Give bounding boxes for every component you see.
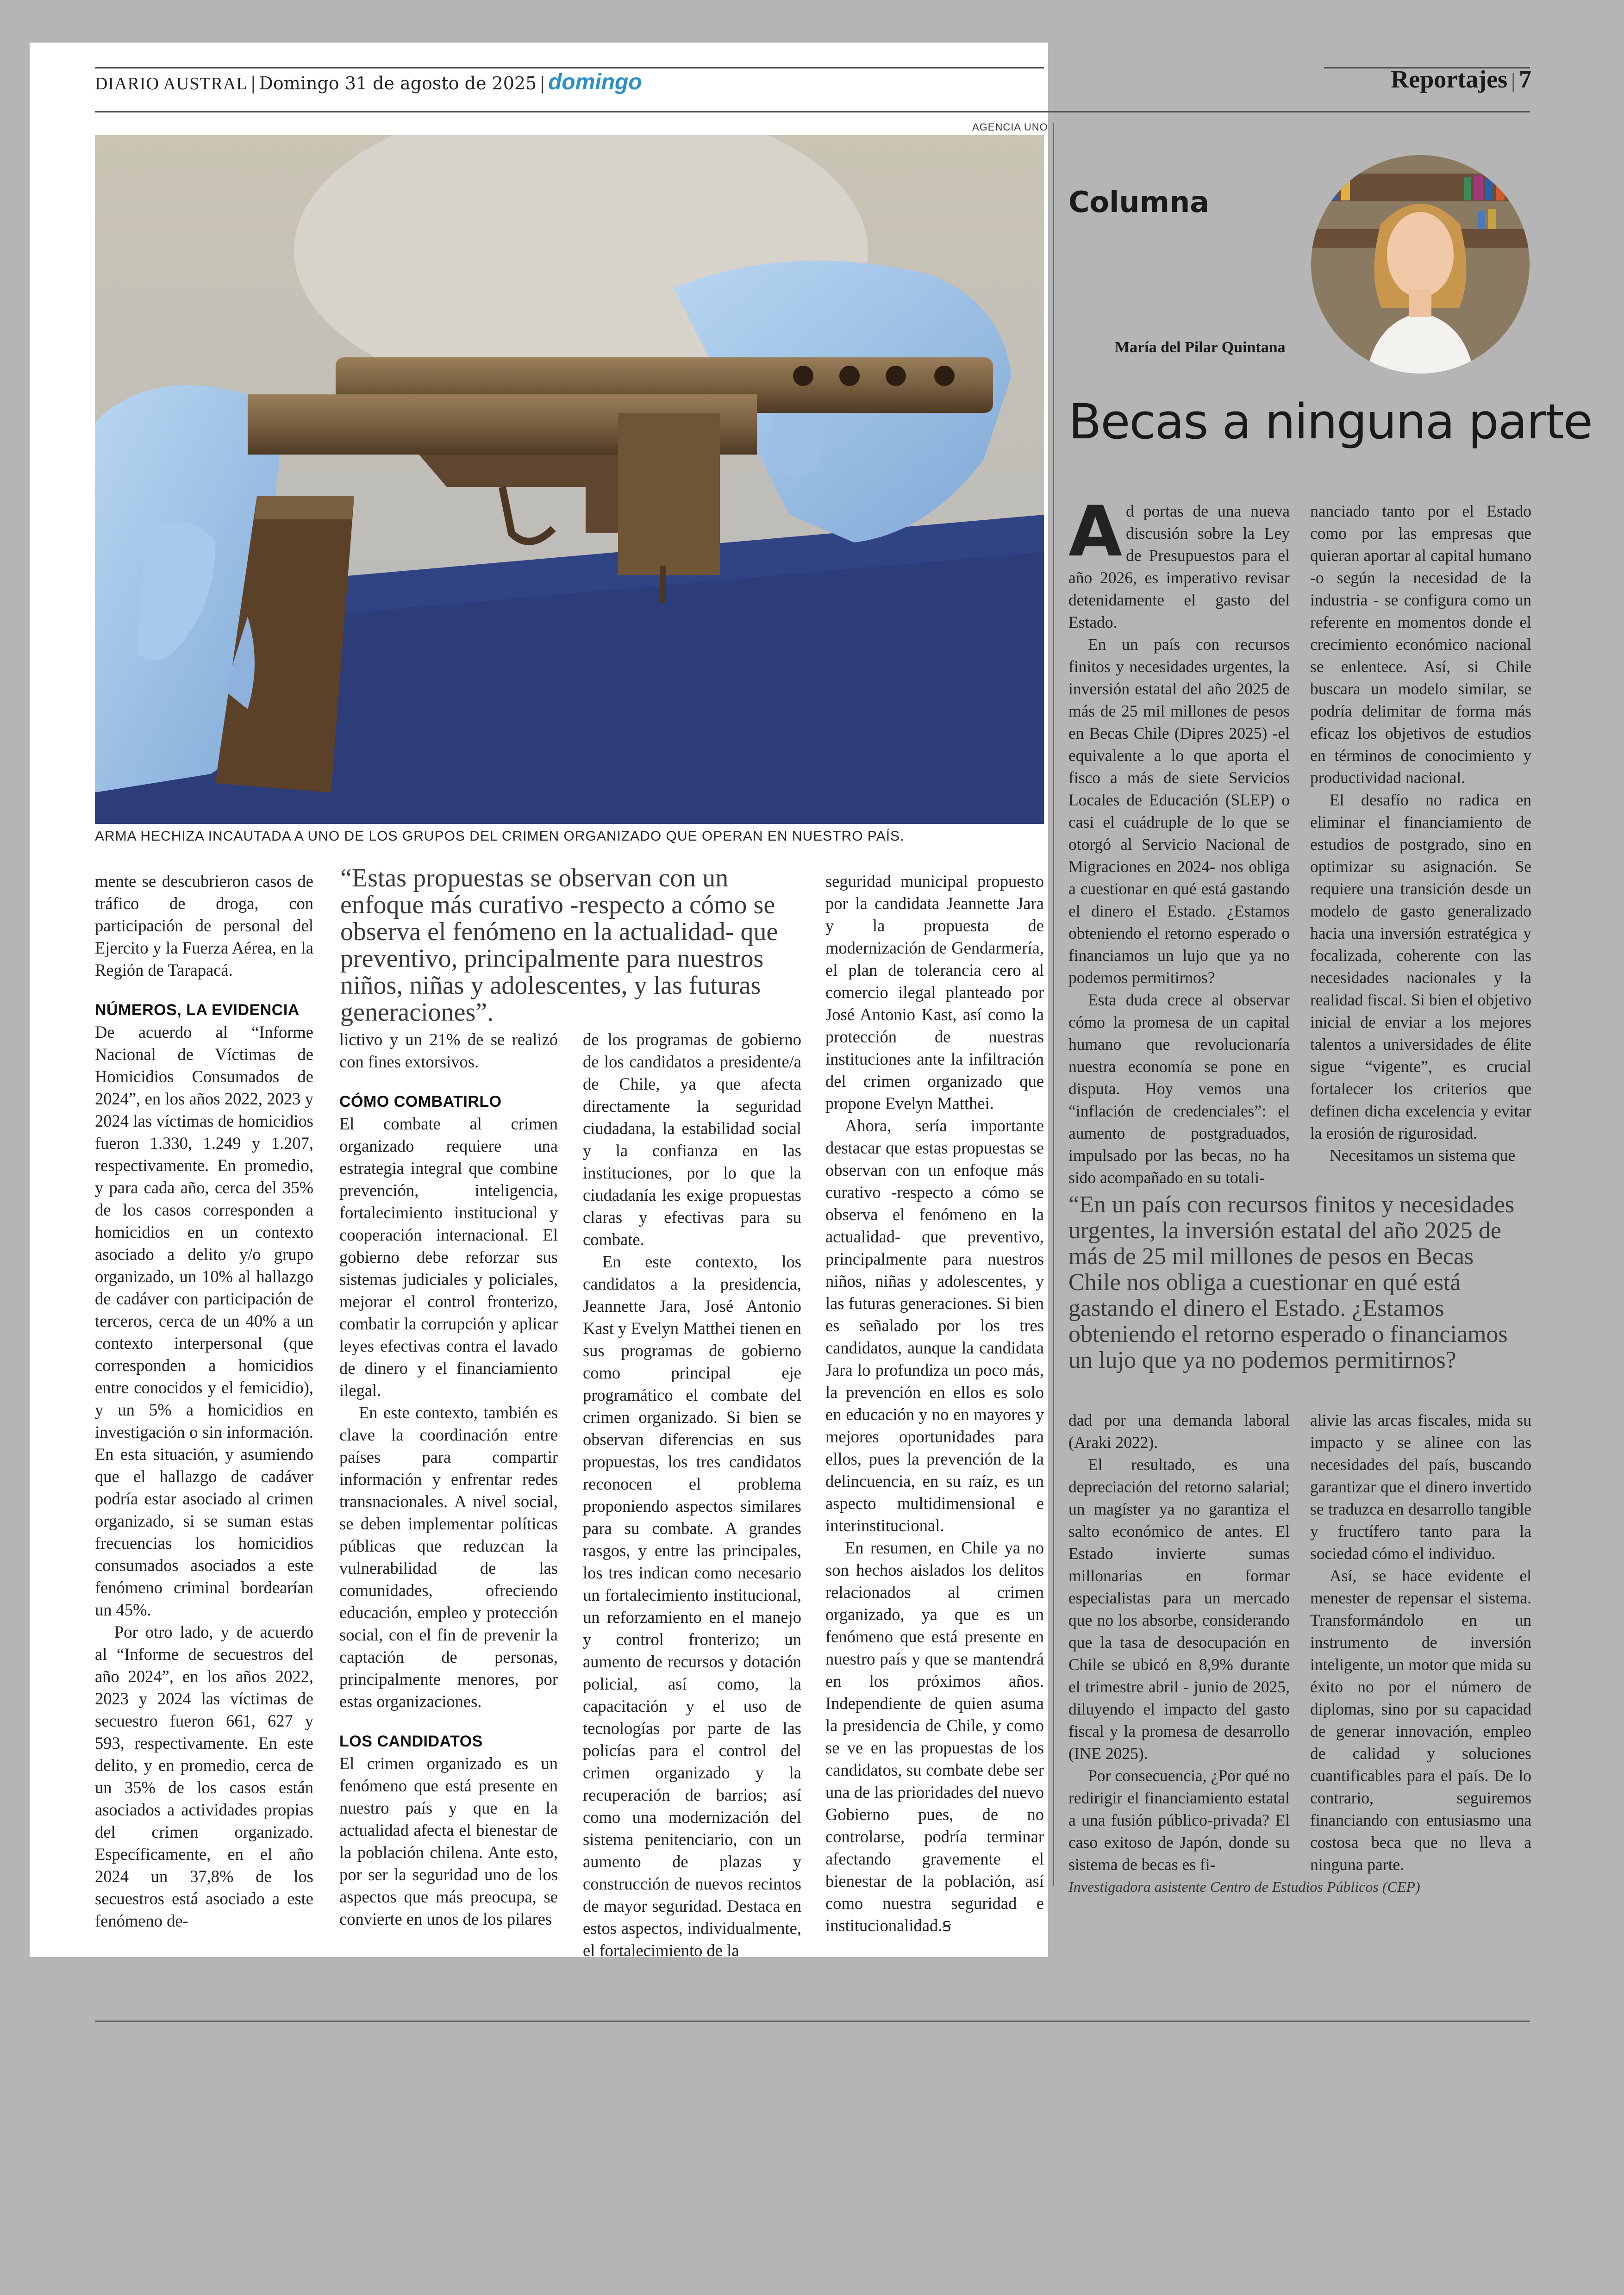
author-name: María del Pilar Quintana [1115,339,1286,356]
article-paragraph: De acuerdo al “Informe Nacional de Víctimas de Homicidios Consumados de 2024”, en los años 2022, 2023 y 2024 las víctimas de homicidios fueron 1.330, 1.249 y 1.207, respectivamente. En promedio, y para cada año, cerca del 35% de los casos corresponden a homicidios en un contexto asociado a delito y/o grupo organizado, un 10% al hallazgo de cadáver con participación de terceros, cerca de un 40% a un contexto interpersonal (que corresponden a homicidios entre conocidos y el femicidio), y un 5% a homicidios en investigación o sin información. En esta situación, y asumiendo que el hallazgo de cadáver podría estar asociado al crimen organizado, si se suman estas frecuencias los homicidios consumados asociados a este fenómeno criminal bordearían un 45%. [95,1023,313,1619]
article-photo [95,135,1044,824]
column-title: Becas a ninguna parte [1068,393,1592,450]
article-paragraph-text: En resumen, en Chile ya no son hechos aislados los delitos relacionados al crimen organizado, ya que es un fenómeno que está presente en nuestro país y que se mantendrá en los próximos años. Independiente de quien asuma la presidencia de Chile, y como se ve en las propuestas de los candidatos, su combate debe ser una de las prioridades del nuevo Gobierno pues, de no controlarse, podría terminar afectando gravemente el bienestar de la población, así como nuestra seguridad e institucionalidad. [825,1538,1044,1935]
photo-caption: ARMA HECHIZA INCAUTADA A UNO DE LOS GRUPOS DEL CRIMEN ORGANIZADO QUE OPERAN EN NUESTRO PAÍS. [95,829,905,844]
end-mark-icon: Ꞩ [942,1919,951,1935]
header-rule-top [95,67,1044,69]
column-paragraph [1068,492,1290,633]
column-paragraph: En un país con recursos finitos y necesidades urgentes, la inversión estatal del año 2025 de más de 25 mil millones de pesos en Becas Chile (Dipres 2025) -el equivalente a lo que aporta el fisco a más de siete Servicios Locales de Educación (SLEP) o casi el cuádruple de lo que se otorgó al Servicio Nacional de Migraciones en 2024- nos obliga a cuestionar en qué está gastando el dinero el Estado. ¿Estamos obteniendo el retorno esperado o financiamos un lujo que ya no podemos permitirnos? [1068,635,1290,987]
column-text-d [1310,1409,1531,1876]
column-text-a [1068,492,1290,1189]
supplement-name: domingo [548,70,642,94]
column-paragraph: Esta duda crece al observar cómo la promesa de un capital humano que revolucionaría nuestra economía se pone en disputa. Hoy vemos una “inflación de credenciales”: el aumento de postgraduados, impulsado por las becas, no ha sido acompañado en su totali- [1068,991,1290,1187]
author-portrait-illustration [1311,155,1530,374]
column-paragraph: Así, se hace evidente el menester de repensar el sistema. Transformándolo en un instrumento de inversión inteligente, un motor que mida su éxito no por el número de diplomas, sino por su capacidad de generar innovación, empleo de calidad y soluciones cuantificables para el país. De lo contrario, seguiremos financiando con entusiasmo una costosa beca que no lleva a ninguna parte. [1310,1566,1531,1874]
column-divider [1053,123,1054,1886]
article-paragraph: seguridad municipal propuesto por la candidata Jeannette Jara y la propuesta de modernización de Gendarmería, el plan de tolerancia cero al comercio ilegal planteado por José Antonio Kast, así como la protección de nuestras instituciones ante la infiltración del crimen organizado que propone Evelyn Matthei. [825,872,1044,1113]
header-rule-bottom [95,111,1530,112]
page-bottom-rule [95,2021,1530,2022]
column-paragraph: Por consecuencia, ¿Por qué no redirigir el financiamiento estatal a una fusión público-privada? El caso exitoso de Japón, donde su sistema de becas es fi- [1068,1766,1290,1874]
article-paragraph: El crimen organizado es un fenómeno que está presente en nuestro país y que en la actualidad afecta el bienestar de la población chilena. Ante esto, por ser la seguridad uno de los aspectos que más preocupa, se convierte en unos de los pilares [339,1754,558,1928]
article-paragraph: lictivo y un 21% de se realizó con fines extorsivos. [339,1030,558,1071]
article-paragraph: El combate al crimen organizado requiere una estrategia integral que combine prevención, inteligencia, fortalecimiento institucional y cooperación internacional. El gobierno debe reforzar sus sistemas judiciales y policiales, mejorar el control fronterizo, combatir la corrupción y aplicar leyes efectivas contra el lavado de dinero y el financiamiento ilegal. [339,1114,558,1400]
column-paragraph: Necesitamos un sistema que [1330,1146,1516,1165]
column-paragraph: dad por una demanda laboral (Araki 2022). [1068,1411,1290,1452]
column-pullquote: “En un país con recursos finitos y necesidades urgentes, la inversión estatal del año 2025 de más de 25 mil millones de pesos en Becas Chile nos obliga a cuestionar en qué está gastando el dinero el Estado. ¿Estamos obteniendo el retorno esperado o financiamos un lujo que ya no podemos permitirnos? [1068,1191,1515,1373]
article-paragraph [825,1537,1044,1938]
section-name: Reportajes [1391,65,1508,93]
section-header [1391,65,1531,94]
column-paragraph: alivie las arcas fiscales, mida su impacto y se alinee con las necesidades del país, buscando garantizar que el dinero invertido se traduzca en desarrollo tangible y fructífero tanto para la sociedad cómo el individuo. [1310,1411,1531,1563]
page-number: 7 [1519,65,1531,93]
gun-photo-illustration [95,135,1044,824]
article-column-3 [583,1029,801,1962]
publication-name: DIARIO AUSTRAL [95,74,248,94]
section-heading: NÚMEROS, LA EVIDENCIA [95,1001,300,1019]
section-heading: CÓMO COMBATIRLO [339,1093,502,1110]
header-separator: | [1511,69,1515,92]
author-portrait [1311,155,1530,374]
column-text-b [1310,500,1531,1166]
photo-credit: AGENCIA UNO [972,121,1048,133]
column-paragraph: nanciado tanto por el Estado como por las empresas que quieran aportar al capital humano -o según la necesidad de la industria - se configura como un referente en momentos donde el crecimiento económico nacional se enlentece. Así, si Chile buscara un modelo similar, se podría delimitar de forma más eficaz los objetivos de estudios en términos de conocimiento y productividad nacional. [1310,502,1531,787]
column-paragraph: El desafío no radica en eliminar el financiamiento de estudios de postgrado, sino en optimizar su asignación. Se requiere una transición desde un modelo de gasto generalizado hacia una inversión estratégica y focalizada, coherente con las necesidades nacionales y la realidad fiscal. Si bien el objetivo inicial de enviar a los mejores talentos a universidades de élite sigue “vigente”, es crucial fortalecer los criterios que definen dicha excelencia y evitar la erosión de rigurosidad. [1310,791,1531,1142]
column-label: Columna [1068,185,1210,219]
dropcap: A [1068,492,1123,572]
column-text-c [1068,1409,1290,1876]
article-column-2 [339,1029,558,1930]
article-column-4 [825,870,1044,1938]
header-separator: | [250,73,256,94]
article-paragraph: mente se descubrieron casos de tráfico de droga, con participación de personal del Ejercito y la Fuerza Aérea, en la Región de Tarapacá. [95,872,313,979]
section-heading: LOS CANDIDATOS [339,1733,483,1750]
column-paragraph: El resultado, es una depreciación del retorno salarial; un magíster ya no garantiza el salto económico de antes. El Estado invierte sumas millonarias en formar especialistas para un mercado que no los absorbe, considerando que la tasa de desocupación en Chile se ubicó en 8,9% durante el trimestre abril - junio de 2025, diluyendo el impacto del gasto fiscal y la promesa de desarrollo (INE 2025). [1068,1455,1290,1763]
article-paragraph: En este contexto, los candidatos a la presidencia, Jeannette Jara, José Antonio Kast y Evelyn Matthei tienen en sus programas de gobierno como principal eje programático el combate del crimen organizado. Si bien se observan diferencias en sus propuestas, los tres candidatos reconocen el problema proponiendo aspectos similares para su combate. A grandes rasgos, y entre las principales, los tres indican como necesario un fortalecimiento institucional, un reforzamiento en el manejo y control fronterizo; un aumento de recursos y dotación policial, así como, la capacitación y el uso de tecnologías por parte de las policías para el control del crimen organizado y la recuperación de barrios; así como una modernización del sistema penitenciario, con un aumento de plazas y construcción de nuevos recintos de mayor seguridad. Destaca en estos aspectos, individualmente, el fortalecimiento de la [583,1252,801,1960]
article-paragraph: Ahora, sería importante destacar que estas propuestas se observan con un enfoque más curativo -respecto a cómo se observa el fenómeno en la actualidad- que preventivo, principalmente para nuestros niños, niñas y adolescentes, y las futuras generaciones. Si bien es señalado por los tres candidatos, aunque la candidata Jara lo profundiza un poco más, la prevención en ellos es solo en educación y no en mayores y mejores oportunidades para ellos, pues la prevención de la delincuencia, en su raíz, es un aspecto multidimensional e interinstitucional. [825,1116,1044,1535]
article-column-1 [95,870,313,1932]
issue-date: Domingo 31 de agosto de 2025 [259,73,537,94]
header-separator: | [539,73,546,94]
article-paragraph: de los programas de gobierno de los candidatos a presidente/a de Chile, ya que afecta directamente la seguridad ciudadana, la estabilidad social y la confianza en las instituciones, por lo que la ciudadanía les exige propuestas claras y efectivas para su combate. [583,1030,801,1249]
author-bio: Investigadora asistente Centro de Estudios Públicos (CEP) [1068,1878,1420,1895]
header-masthead [95,69,642,95]
column-paragraph-text: d portas de una nueva discusión sobre la Ley de Presupuestos para el año 2026, es imperativo revisar detenidamente el gasto del Estado. [1068,502,1290,631]
article-pullquote: “Estas propuestas se observan con un enfoque más curativo -respecto a cómo se observa el fenómeno en la actualidad- que preventivo, principalmente para nuestros niños, niñas y adolescentes, y las futuras generaciones”. [340,864,778,1027]
article-paragraph: Por otro lado, y de acuerdo al “Informe de secuestros del año 2024”, en los años 2022, 2023 y 2024 las víctimas de secuestro fueron 661, 627 y 593, respectivamente. En este delito, y en promedio, cerca de un 35% de los casos están asociados a actividades propias del crimen organizado. Específicamente, en el año 2024 un 37,8% de los secuestros está asociado a este fenómeno de- [95,1622,313,1930]
article-paragraph: En este contexto, también es clave la coordinación entre países para compartir información y enfrentar redes transnacionales. A nivel social, se deben implementar políticas públicas que reduzcan la vulnerabilidad de las comunidades, ofreciendo educación, empleo y protección social, con el fin de prevenir la captación de personas, principalmente menores, por estas organizaciones. [339,1403,558,1711]
